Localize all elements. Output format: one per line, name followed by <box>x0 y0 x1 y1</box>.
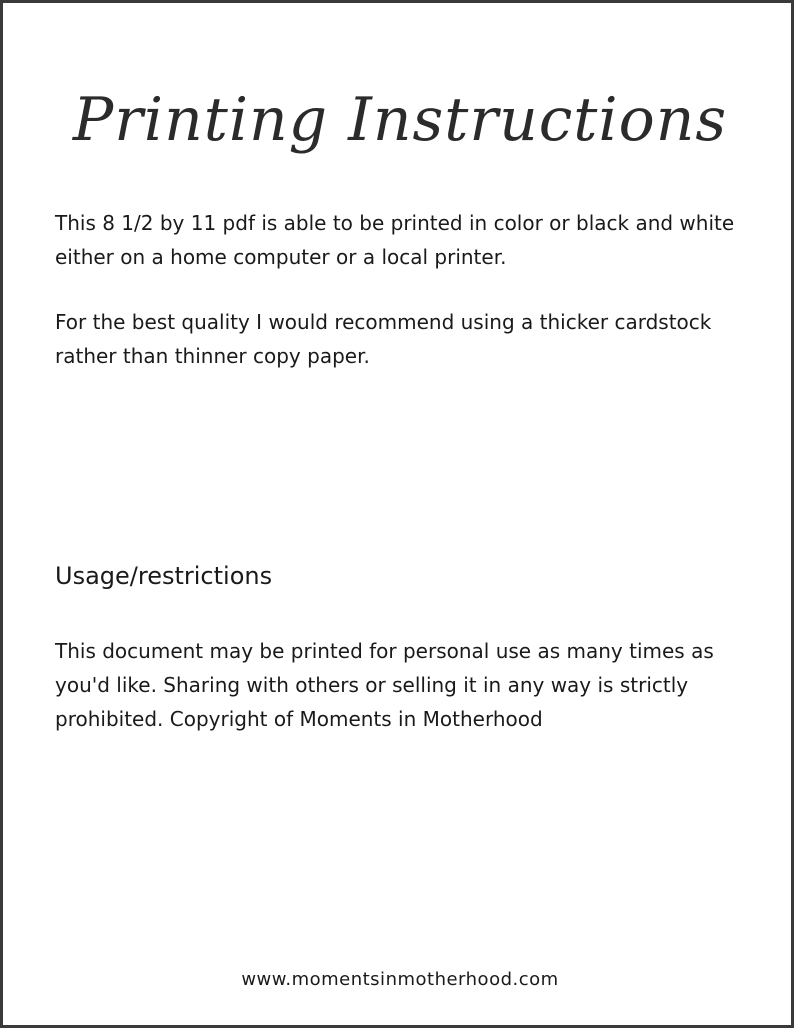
usage-paragraph: This document may be printed for personal use as many times as you'd like. Sharing with others or selling it in any way is strictly prohibited. Copyright of Moments in Motherhood <box>55 639 714 731</box>
quality-paragraph: For the best quality I would recommend using a thicker cardstock rather than thinner copy paper. <box>55 310 712 368</box>
usage-heading: Usage/restrictions <box>55 562 273 590</box>
printing-paragraph: This 8 1/2 by 11 pdf is able to be printed in color or black and white either on a home computer or a local printer. <box>55 211 735 269</box>
footer-url: www.momentsinmotherhood.com <box>241 969 559 990</box>
page-title: Printing Instructions <box>72 85 728 155</box>
